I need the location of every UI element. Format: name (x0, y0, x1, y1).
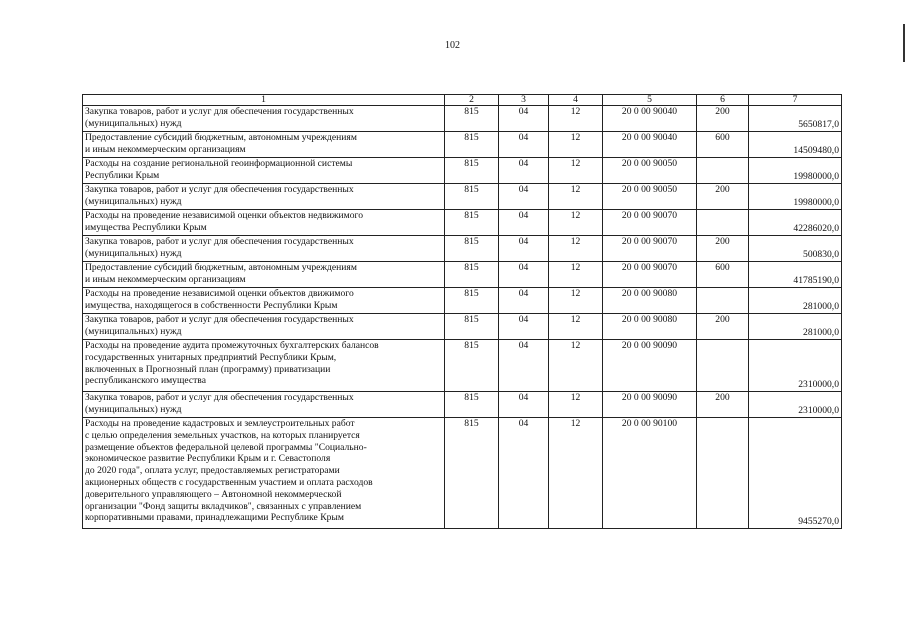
row-name-cell: Расходы на проведение аудита промежуточных бухгалтерских балансов государственных унитарных предприятий Республики Крым, включенных в Прогнозный план (программу) приватизации республиканского имущества (83, 340, 445, 392)
row-subsection-cell: 12 (549, 236, 603, 262)
row-section-cell: 04 (499, 158, 549, 184)
row-subsection-cell: 12 (549, 262, 603, 288)
table-header-row (83, 95, 842, 106)
row-amount-cell: 5650817,0 (749, 106, 842, 132)
budget-table (82, 94, 842, 529)
row-name-cell: Закупка товаров, работ и услуг для обеспечения государственных (муниципальных) нужд (83, 184, 445, 210)
row-expense-type-cell (697, 210, 749, 236)
row-name-cell: Закупка товаров, работ и услуг для обеспечения государственных (муниципальных) нужд (83, 106, 445, 132)
row-amount-cell: 2310000,0 (749, 340, 842, 392)
row-expense-type-cell (697, 418, 749, 529)
row-target-article-cell: 20 0 00 90080 (603, 288, 697, 314)
row-section-cell: 04 (499, 288, 549, 314)
row-section-cell: 04 (499, 418, 549, 529)
row-expense-type-cell (697, 288, 749, 314)
table-row (83, 262, 842, 288)
row-section-cell: 04 (499, 340, 549, 392)
row-expense-type-cell: 600 (697, 262, 749, 288)
row-grbs-cell: 815 (445, 158, 499, 184)
row-grbs-cell: 815 (445, 340, 499, 392)
header-col-7: 7 (749, 95, 842, 106)
row-name-cell: Закупка товаров, работ и услуг для обеспечения государственных (муниципальных) нужд (83, 392, 445, 418)
row-amount-cell: 2310000,0 (749, 392, 842, 418)
row-grbs-cell: 815 (445, 132, 499, 158)
row-expense-type-cell: 200 (697, 184, 749, 210)
row-section-cell: 04 (499, 392, 549, 418)
row-target-article-cell: 20 0 00 90040 (603, 106, 697, 132)
row-expense-type-cell: 200 (697, 392, 749, 418)
row-amount-cell: 41785190,0 (749, 262, 842, 288)
row-subsection-cell: 12 (549, 340, 603, 392)
row-expense-type-cell: 200 (697, 236, 749, 262)
table-row (83, 132, 842, 158)
row-grbs-cell: 815 (445, 210, 499, 236)
row-subsection-cell: 12 (549, 210, 603, 236)
row-name-cell: Закупка товаров, работ и услуг для обеспечения государственных (муниципальных) нужд (83, 236, 445, 262)
row-name-cell: Расходы на создание региональной геоинформационной системы Республики Крым (83, 158, 445, 184)
row-amount-cell: 500830,0 (749, 236, 842, 262)
table-row (83, 184, 842, 210)
row-section-cell: 04 (499, 132, 549, 158)
table-row (83, 418, 842, 529)
row-section-cell: 04 (499, 184, 549, 210)
row-target-article-cell: 20 0 00 90070 (603, 236, 697, 262)
row-name-cell: Предоставление субсидий бюджетным, автономным учреждениям и иным некоммерческим организациям (83, 262, 445, 288)
row-target-article-cell: 20 0 00 90070 (603, 210, 697, 236)
row-amount-cell: 42286020,0 (749, 210, 842, 236)
row-section-cell: 04 (499, 262, 549, 288)
row-target-article-cell: 20 0 00 90080 (603, 314, 697, 340)
row-subsection-cell: 12 (549, 132, 603, 158)
row-expense-type-cell (697, 158, 749, 184)
row-name-cell: Расходы на проведение независимой оценки объектов движимого имущества, находящегося в собственности Республики Крым (83, 288, 445, 314)
header-col-1: 1 (83, 95, 445, 106)
row-amount-cell: 19980000,0 (749, 158, 842, 184)
row-target-article-cell: 20 0 00 90040 (603, 132, 697, 158)
row-expense-type-cell: 200 (697, 106, 749, 132)
table-row (83, 314, 842, 340)
row-grbs-cell: 815 (445, 236, 499, 262)
row-section-cell: 04 (499, 106, 549, 132)
row-section-cell: 04 (499, 210, 549, 236)
row-grbs-cell: 815 (445, 262, 499, 288)
table-row (83, 392, 842, 418)
row-expense-type-cell (697, 340, 749, 392)
row-amount-cell: 9455270,0 (749, 418, 842, 529)
header-col-5: 5 (603, 95, 697, 106)
row-grbs-cell: 815 (445, 314, 499, 340)
row-subsection-cell: 12 (549, 184, 603, 210)
row-name-cell: Расходы на проведение кадастровых и землеустроительных работ с целью определения земельных участков, на которых планируется размещение объектов федеральной целевой программы "Социально- экономическое развитие Республики Крым и г. Севастополя до 2020 года", оплата услуг, предоставляемых регистраторами акционерных обществ с государственным участием и оплата расходов доверительного управляющего – Автономной некоммерческой организации "Фонд защиты вкладчиков", связанных с управлением корпоративными правами, принадлежащими Республике Крым (83, 418, 445, 529)
table-row (83, 210, 842, 236)
row-grbs-cell: 815 (445, 184, 499, 210)
row-target-article-cell: 20 0 00 90090 (603, 392, 697, 418)
row-section-cell: 04 (499, 236, 549, 262)
header-col-3: 3 (499, 95, 549, 106)
row-subsection-cell: 12 (549, 288, 603, 314)
row-grbs-cell: 815 (445, 106, 499, 132)
table-row (83, 340, 842, 392)
row-target-article-cell: 20 0 00 90090 (603, 340, 697, 392)
row-name-cell: Закупка товаров, работ и услуг для обеспечения государственных (муниципальных) нужд (83, 314, 445, 340)
row-amount-cell: 281000,0 (749, 288, 842, 314)
row-target-article-cell: 20 0 00 90050 (603, 158, 697, 184)
header-col-4: 4 (549, 95, 603, 106)
row-grbs-cell: 815 (445, 392, 499, 418)
row-target-article-cell: 20 0 00 90070 (603, 262, 697, 288)
page-number: 102 (445, 40, 460, 51)
table-row (83, 106, 842, 132)
header-col-2: 2 (445, 95, 499, 106)
row-target-article-cell: 20 0 00 90050 (603, 184, 697, 210)
row-name-cell: Предоставление субсидий бюджетным, автономным учреждениям и иным некоммерческим организациям (83, 132, 445, 158)
row-name-cell: Расходы на проведение независимой оценки объектов недвижимого имущества Республики Крым (83, 210, 445, 236)
row-amount-cell: 14509480,0 (749, 132, 842, 158)
table-row (83, 158, 842, 184)
table-row (83, 236, 842, 262)
row-subsection-cell: 12 (549, 314, 603, 340)
row-expense-type-cell: 600 (697, 132, 749, 158)
row-target-article-cell: 20 0 00 90100 (603, 418, 697, 529)
row-grbs-cell: 815 (445, 418, 499, 529)
row-subsection-cell: 12 (549, 106, 603, 132)
table-row (83, 288, 842, 314)
row-amount-cell: 281000,0 (749, 314, 842, 340)
row-section-cell: 04 (499, 314, 549, 340)
row-subsection-cell: 12 (549, 418, 603, 529)
row-expense-type-cell: 200 (697, 314, 749, 340)
row-amount-cell: 19980000,0 (749, 184, 842, 210)
row-subsection-cell: 12 (549, 158, 603, 184)
header-col-6: 6 (697, 95, 749, 106)
row-subsection-cell: 12 (549, 392, 603, 418)
row-grbs-cell: 815 (445, 288, 499, 314)
